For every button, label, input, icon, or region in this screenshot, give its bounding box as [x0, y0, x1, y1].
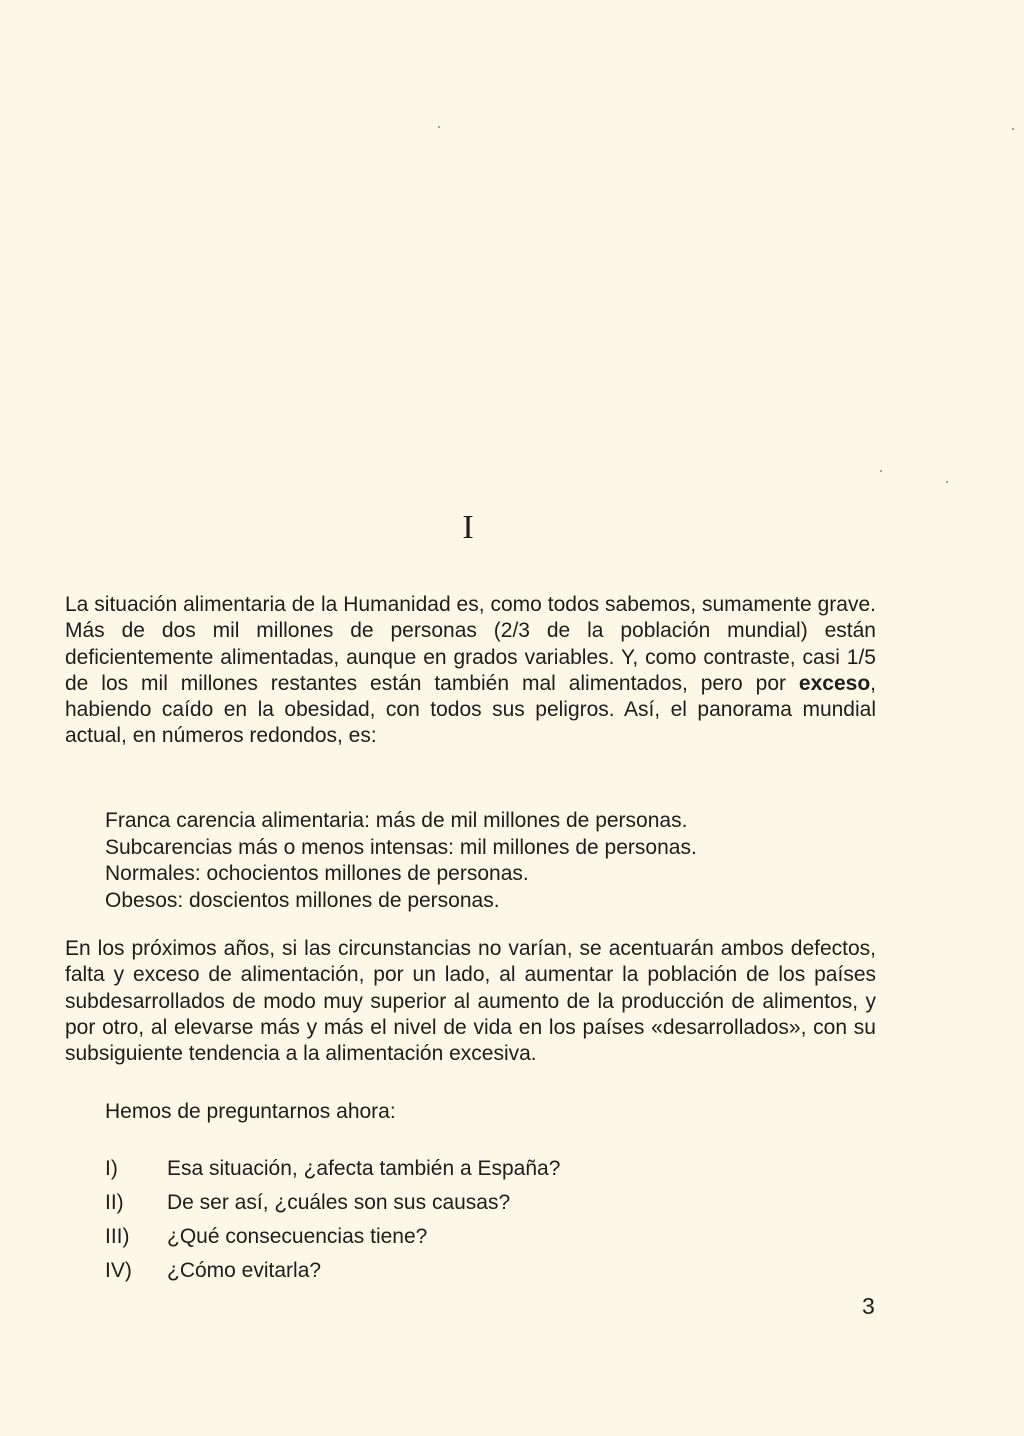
- question-number: IV): [105, 1259, 132, 1282]
- question-text: Esa situación, ¿afecta también a España?: [167, 1157, 561, 1180]
- question-item: [105, 1254, 560, 1288]
- figure-line: Obesos: doscientos millones de personas.: [105, 888, 500, 912]
- question-number: III): [105, 1225, 130, 1248]
- question-item: [105, 1152, 560, 1186]
- figure-line: Subcarencias más o menos intensas: mil millones de personas.: [105, 835, 697, 859]
- paper-speck: [438, 126, 440, 128]
- forecast-paragraph: En los próximos años, si las circunstancias no varían, se acentuarán ambos defectos, falta y exceso de alimentación, por un lado, al aumentar la población de los países subdesarrollados de modo muy superior al aumento de la producción de alimentos, y por otro, al elevarse más y más el nivel de vida en los países «desarrollados», con su subsiguiente tendencia a la alimentación excesiva.: [65, 937, 876, 1066]
- world-figures-list: [105, 808, 697, 914]
- paper-speck: [880, 470, 882, 472]
- question-number: I): [105, 1157, 118, 1180]
- question-text: De ser así, ¿cuáles son sus causas?: [167, 1191, 511, 1214]
- intro-paragraph-text-end: , habiendo caído en la obesidad, con todos sus peligros. Así, el panorama mundial actual, en números redondos, es:: [65, 671, 876, 748]
- figure-line: Franca carencia alimentaria: más de mil millones de personas.: [105, 809, 688, 832]
- paper-speck: [946, 481, 948, 483]
- questions-list: [105, 1152, 560, 1288]
- chapter-heading: I: [462, 509, 474, 546]
- paper-speck: [1012, 128, 1014, 130]
- question-text: ¿Qué consecuencias tiene?: [167, 1225, 428, 1248]
- question-item: [105, 1186, 560, 1220]
- question-number: II): [105, 1191, 124, 1214]
- page-number: 3: [862, 1293, 875, 1319]
- emphasis-exceso: exceso: [798, 671, 871, 695]
- question-text: ¿Cómo evitarla?: [167, 1259, 322, 1282]
- figure-line: Normales: ochocientos millones de personas.: [105, 862, 529, 885]
- question-item: [105, 1220, 560, 1254]
- question-intro: Hemos de preguntarnos ahora:: [105, 1100, 396, 1123]
- intro-paragraph-text: La situación alimentaria de la Humanidad es, como todos sabemos, sumamente grave. Más de dos mil millones de personas (2/3 de la población mundial) están deficientemente alimentadas, aunque en grados variables. Y, como contraste, casi 1/5 de los mil millones restantes están también mal alimentados, pero por: [65, 593, 876, 695]
- intro-paragraph: [65, 592, 876, 750]
